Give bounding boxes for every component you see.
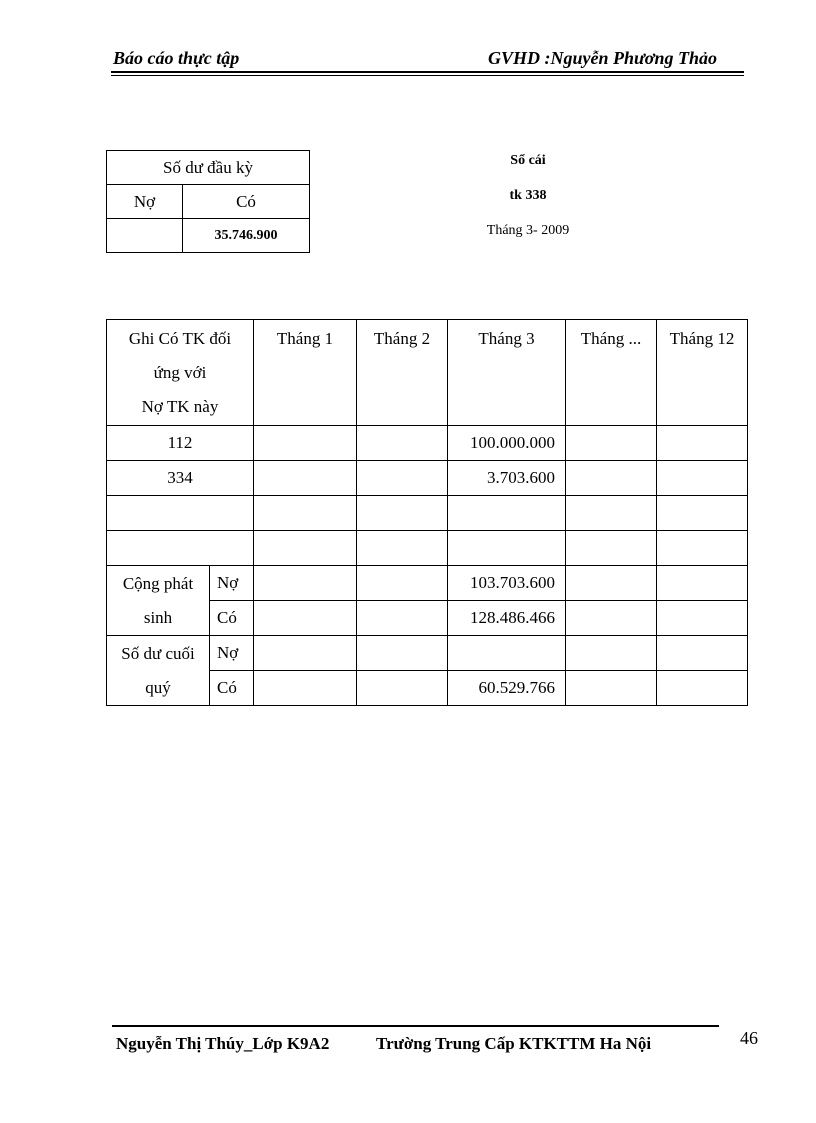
amount-cell bbox=[448, 496, 566, 531]
header-rule bbox=[111, 71, 744, 73]
closing-debit-label: Nợ bbox=[210, 636, 254, 671]
total-debit-value: 103.703.600 bbox=[448, 566, 566, 601]
total-label-line-2: sinh bbox=[143, 607, 173, 627]
footer-rule bbox=[112, 1025, 719, 1027]
month-header: Tháng ... bbox=[566, 320, 657, 426]
amount-cell bbox=[448, 531, 566, 566]
corner-line-2: ứng với bbox=[153, 363, 207, 382]
ledger-table bbox=[106, 319, 748, 706]
closing-label-line-1: Số dư cuối bbox=[121, 643, 195, 663]
header-rule-thin bbox=[111, 75, 744, 76]
month-header: Tháng 2 bbox=[357, 320, 448, 426]
opening-debit-value bbox=[107, 219, 183, 253]
closing-label-line-2: quý bbox=[145, 677, 171, 697]
opening-credit-label: Có bbox=[183, 185, 310, 219]
month-header: Tháng 12 bbox=[657, 320, 748, 426]
ledger-corner-header bbox=[107, 320, 254, 426]
ledger-header-row bbox=[107, 320, 748, 426]
table-row bbox=[107, 636, 748, 671]
opening-debit-label: Nợ bbox=[107, 185, 183, 219]
total-label-line-1: Cộng phát bbox=[122, 573, 194, 593]
account-cell bbox=[107, 531, 254, 566]
footer-right: Trường Trung Cấp KTKTTM Ha Nội bbox=[376, 1034, 652, 1053]
opening-balance-table bbox=[106, 150, 310, 253]
table-row bbox=[107, 426, 748, 461]
total-debit-label: Nợ bbox=[210, 566, 254, 601]
closing-label bbox=[107, 636, 210, 706]
account-cell bbox=[107, 496, 254, 531]
page-number: 46 bbox=[740, 1028, 758, 1048]
amount-cell: 100.000.000 bbox=[448, 426, 566, 461]
total-credit-value: 128.486.466 bbox=[448, 601, 566, 636]
ledger-account: tk 338 bbox=[509, 188, 547, 203]
amount-cell: 3.703.600 bbox=[448, 461, 566, 496]
closing-credit-value: 60.529.766 bbox=[448, 671, 566, 706]
table-row bbox=[107, 461, 748, 496]
ledger-period: Tháng 3- 2009 bbox=[486, 223, 570, 238]
total-credit-label: Có bbox=[210, 601, 254, 636]
table-row bbox=[107, 566, 748, 601]
footer-left: Nguyễn Thị Thúy_Lớp K9A2 bbox=[116, 1034, 330, 1053]
account-cell: 334 bbox=[107, 461, 254, 496]
ledger-title: Sổ cái bbox=[510, 153, 546, 168]
account-cell: 112 bbox=[107, 426, 254, 461]
corner-line-1: Ghi Có TK đối bbox=[128, 329, 232, 348]
header-left: Báo cáo thực tập bbox=[113, 48, 240, 68]
table-row bbox=[107, 531, 748, 566]
month-header: Tháng 1 bbox=[254, 320, 357, 426]
opening-credit-value: 35.746.900 bbox=[183, 219, 310, 253]
closing-credit-label: Có bbox=[210, 671, 254, 706]
header-right: GVHD :Nguyễn Phương Thảo bbox=[488, 48, 717, 68]
table-row bbox=[107, 496, 748, 531]
total-label bbox=[107, 566, 210, 636]
opening-balance-title: Số dư đầu kỳ bbox=[107, 151, 310, 185]
month-header: Tháng 3 bbox=[448, 320, 566, 426]
corner-line-3: Nợ TK này bbox=[141, 397, 219, 416]
closing-debit-value bbox=[448, 636, 566, 671]
